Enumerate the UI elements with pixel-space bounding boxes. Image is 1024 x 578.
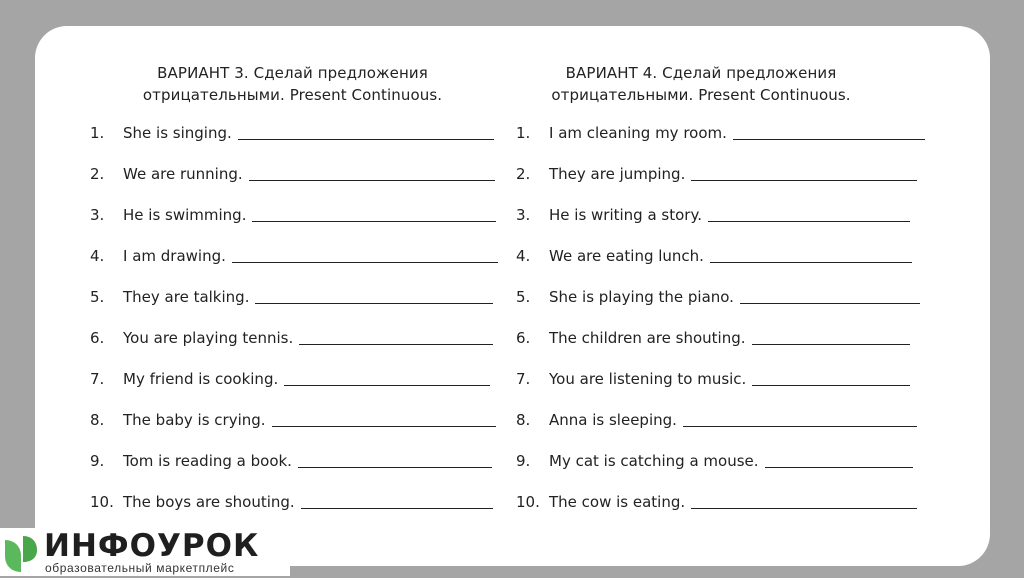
- item-sentence: You are playing tennis.: [123, 329, 294, 347]
- item-sentence: I am cleaning my room.: [549, 124, 727, 142]
- item-number: 5.: [90, 288, 105, 306]
- item-sentence: They are jumping.: [549, 165, 686, 183]
- item-sentence: She is singing.: [123, 124, 232, 142]
- answer-line: [249, 179, 495, 181]
- answer-line: [733, 138, 925, 140]
- answer-line: [683, 425, 917, 427]
- item-sentence: They are talking.: [123, 288, 250, 306]
- list-item: [516, 165, 936, 206]
- variant-title-line-1: ВАРИАНТ 3. Сделай предложения: [157, 64, 428, 82]
- item-sentence: The children are shouting.: [549, 329, 746, 347]
- variant-title-line-2: отрицательными. Present Continuous.: [551, 86, 851, 104]
- item-sentence: I am drawing.: [123, 247, 226, 265]
- item-number: 9.: [516, 452, 531, 470]
- item-number: 4.: [90, 247, 105, 265]
- item-sentence: Anna is sleeping.: [549, 411, 677, 429]
- item-sentence: The cow is eating.: [549, 493, 686, 511]
- variant-4: [516, 62, 936, 534]
- list-item: [90, 370, 505, 411]
- item-sentence: My friend is cooking.: [123, 370, 279, 388]
- list-item: [90, 165, 505, 206]
- list-item: [516, 206, 936, 247]
- item-sentence: The boys are shouting.: [123, 493, 295, 511]
- list-item: [516, 452, 936, 493]
- list-item: [516, 288, 936, 329]
- item-number: 10.: [516, 493, 540, 511]
- list-item: [90, 411, 505, 452]
- answer-line: [255, 302, 493, 304]
- item-sentence: The baby is crying.: [123, 411, 266, 429]
- item-number: 6.: [516, 329, 531, 347]
- answer-line: [252, 220, 496, 222]
- answer-line: [710, 261, 912, 263]
- item-number: 1.: [516, 124, 531, 142]
- item-sentence: My cat is catching a mouse.: [549, 452, 759, 470]
- answer-line: [299, 343, 493, 345]
- item-number: 7.: [90, 370, 105, 388]
- item-sentence: You are listening to music.: [549, 370, 747, 388]
- variant-title-line-2: отрицательными. Present Continuous.: [142, 86, 443, 104]
- variant-title: [516, 62, 936, 106]
- answer-line: [691, 507, 917, 509]
- answer-line: [301, 507, 493, 509]
- answer-line: [691, 179, 917, 181]
- list-item: [516, 329, 936, 370]
- answer-line: [708, 220, 910, 222]
- item-number: 5.: [516, 288, 531, 306]
- answer-line: [232, 261, 498, 263]
- list-item: [90, 247, 505, 288]
- item-number: 6.: [90, 329, 105, 347]
- item-number: 3.: [90, 206, 105, 224]
- item-number: 3.: [516, 206, 531, 224]
- list-item: [90, 124, 505, 165]
- item-number: 1.: [90, 124, 105, 142]
- logo-name: ИНФОУРОК: [44, 528, 260, 564]
- item-number: 10.: [90, 493, 114, 511]
- list-item: [90, 206, 505, 247]
- answer-line: [752, 384, 910, 386]
- list-item: [90, 452, 505, 493]
- item-sentence: He is swimming.: [123, 206, 247, 224]
- list-item: [516, 247, 936, 288]
- logo-tagline: образовательный маркетплейс: [45, 561, 235, 575]
- item-sentence: She is playing the piano.: [549, 288, 734, 306]
- item-sentence: We are eating lunch.: [549, 247, 704, 265]
- answer-line: [765, 466, 913, 468]
- item-number: 8.: [516, 411, 531, 429]
- answer-line: [740, 302, 920, 304]
- list-item: [516, 411, 936, 452]
- variant-title-line-1: ВАРИАНТ 4. Сделай предложения: [565, 64, 837, 82]
- item-number: 9.: [90, 452, 105, 470]
- list-item: [516, 493, 936, 534]
- item-number: 7.: [516, 370, 531, 388]
- variant-title: [90, 62, 505, 106]
- variant-3: [90, 62, 505, 534]
- answer-line: [238, 138, 494, 140]
- infourok-logo[interactable]: [0, 528, 290, 576]
- list-item: [516, 370, 936, 411]
- item-number: 2.: [90, 165, 105, 183]
- list-item: [516, 124, 936, 165]
- list-item: [90, 329, 505, 370]
- answer-line: [272, 425, 496, 427]
- item-sentence: He is writing a story.: [549, 206, 702, 224]
- answer-line: [298, 466, 492, 468]
- list-item: [90, 288, 505, 329]
- answer-line: [284, 384, 490, 386]
- item-number: 2.: [516, 165, 531, 183]
- answer-line: [752, 343, 910, 345]
- infourok-leaf-icon: [2, 534, 40, 578]
- item-number: 8.: [90, 411, 105, 429]
- item-sentence: Tom is reading a book.: [123, 452, 292, 470]
- item-number: 4.: [516, 247, 531, 265]
- item-sentence: We are running.: [123, 165, 243, 183]
